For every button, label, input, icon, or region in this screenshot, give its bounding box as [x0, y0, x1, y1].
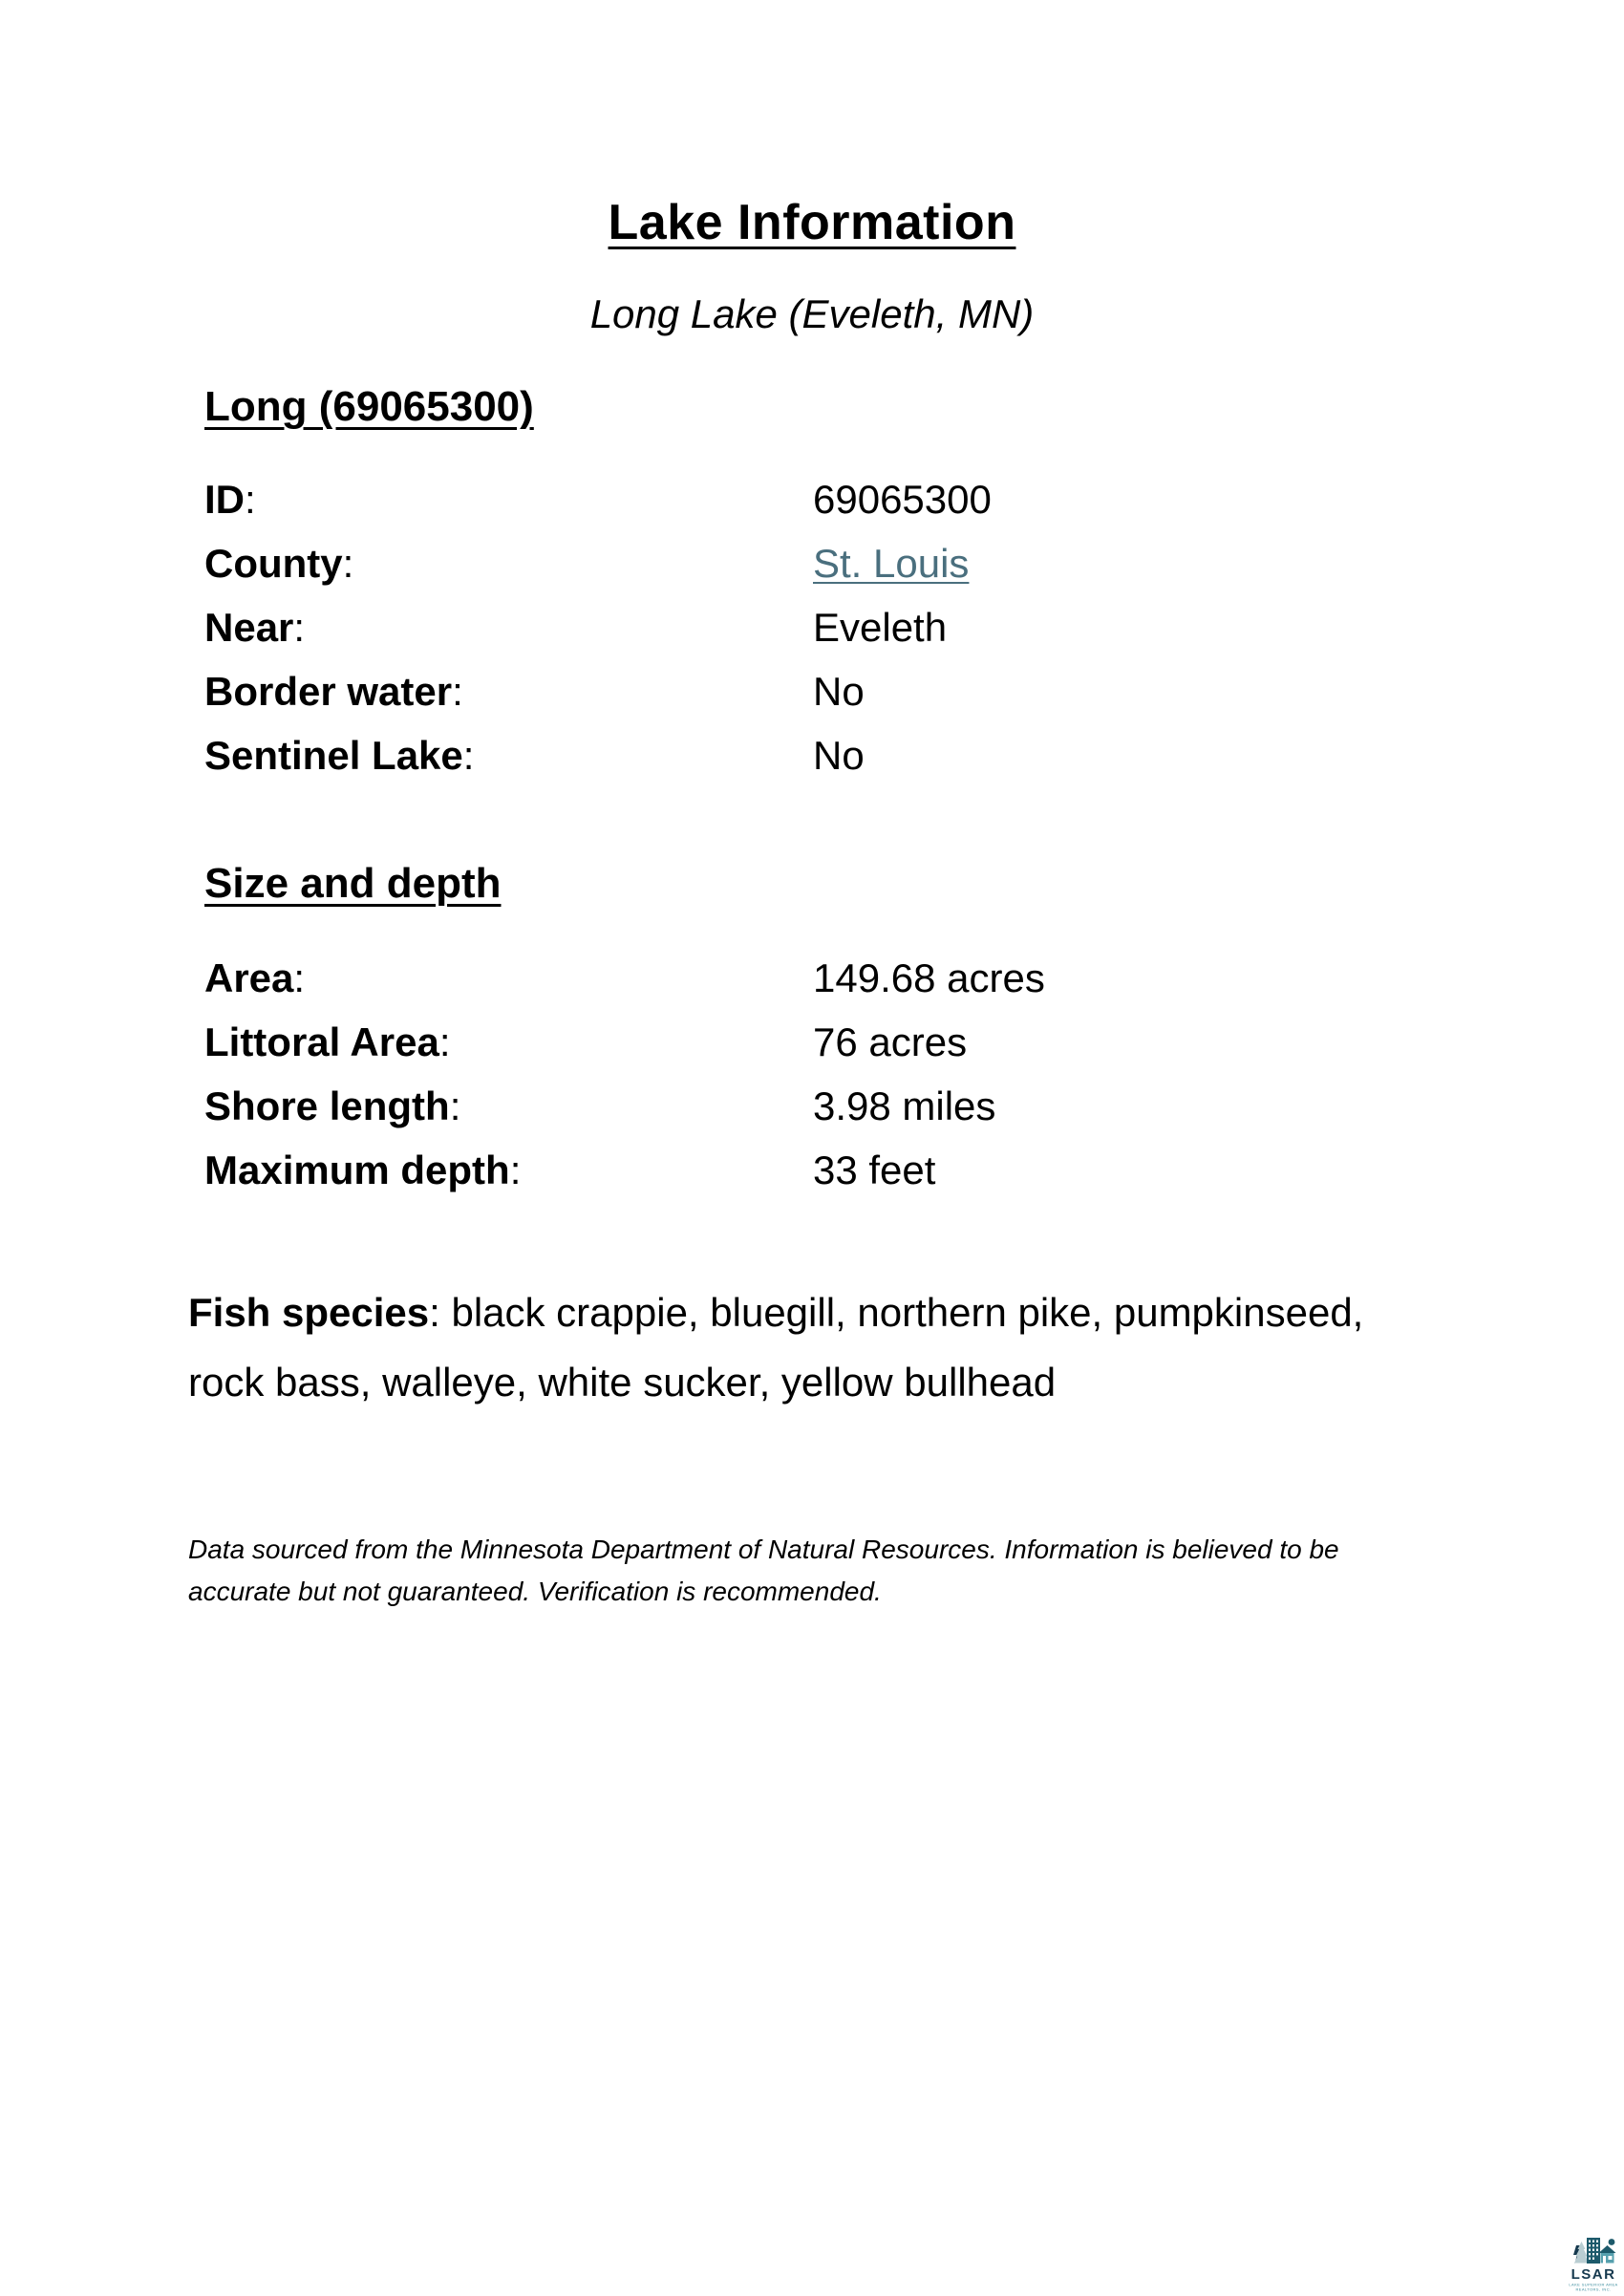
lake-overview-heading: Long (69065300) [204, 383, 534, 430]
building-icon [1587, 2238, 1600, 2264]
row-county [204, 531, 1624, 595]
row-sentinel-lake-label: Sentinel Lake: [204, 733, 475, 778]
row-shore-length-value: 3.98 miles [813, 1084, 996, 1128]
size-depth-section [204, 860, 1624, 1202]
row-border-water-value: No [813, 669, 865, 714]
row-littoral-area-label: Littoral Area: [204, 1019, 451, 1064]
row-county-value [813, 531, 969, 595]
row-area-label: Area: [204, 955, 306, 1000]
row-sentinel-lake [204, 723, 1624, 787]
colon: : [452, 669, 463, 714]
page-subtitle: Long Lake (Eveleth, MN) [589, 291, 1035, 336]
colon: : [438, 1019, 451, 1064]
county-link[interactable]: St. Louis [813, 541, 970, 586]
colon: : [293, 955, 306, 1000]
fish-species-paragraph [188, 1277, 1373, 1417]
row-area [204, 946, 1624, 1010]
row-sentinel-lake-value: No [813, 733, 865, 778]
colon: : [449, 1084, 461, 1128]
row-shore-length-label: Shore length: [204, 1084, 461, 1128]
row-county-label: County: [204, 541, 354, 586]
row-near-value: Eveleth [813, 605, 948, 650]
fish-species-label: Fish species [188, 1290, 430, 1335]
row-id [204, 467, 1624, 531]
size-depth-rows [204, 946, 1624, 1202]
lake-overview-rows [204, 467, 1624, 787]
row-near [204, 595, 1624, 659]
row-near-label: Near: [204, 605, 306, 650]
colon: : [293, 605, 306, 650]
lsar-logo [1567, 2235, 1620, 2294]
colon: : [342, 541, 354, 586]
row-littoral-area [204, 1010, 1624, 1074]
row-id-label: ID: [204, 477, 256, 522]
lsar-logo-graphic [1567, 2235, 1620, 2294]
size-depth-heading: Size and depth [204, 860, 502, 907]
page-title: Lake Information [608, 195, 1016, 250]
row-maximum-depth-value: 33 feet [813, 1148, 936, 1192]
row-id-value: 69065300 [813, 477, 992, 522]
row-border-water-label: Border water: [204, 669, 463, 714]
lsar-caption-line1: LAKE SUPERIOR AREA [1569, 2282, 1618, 2287]
document-page [0, 194, 1624, 2296]
sun-icon [1609, 2239, 1615, 2245]
row-maximum-depth [204, 1138, 1624, 1202]
colon: : [245, 477, 256, 522]
row-maximum-depth-label: Maximum depth: [204, 1148, 522, 1192]
row-area-value: 149.68 acres [813, 955, 1045, 1000]
colon: : [429, 1290, 440, 1335]
disclaimer-text: Data sourced from the Minnesota Department of Natural Resources. Information is believed to be accurate but not guaranteed. Verification is recommended. [188, 1534, 1339, 1606]
row-littoral-area-value: 76 acres [813, 1019, 968, 1064]
row-shore-length [204, 1074, 1624, 1138]
lsar-caption-line2: REALTORS, INC. [1575, 2286, 1612, 2292]
colon: : [462, 733, 475, 778]
lsar-acronym: LSAR [1571, 2266, 1616, 2283]
row-border-water [204, 659, 1624, 723]
house-icon [1599, 2245, 1616, 2264]
fish-species-list: black crappie, bluegill, northern pike, pumpkinseed, rock bass, walleye, white sucker, yellow bullhead [188, 1290, 1364, 1405]
colon: : [509, 1148, 522, 1192]
lake-overview-section [204, 383, 1624, 787]
